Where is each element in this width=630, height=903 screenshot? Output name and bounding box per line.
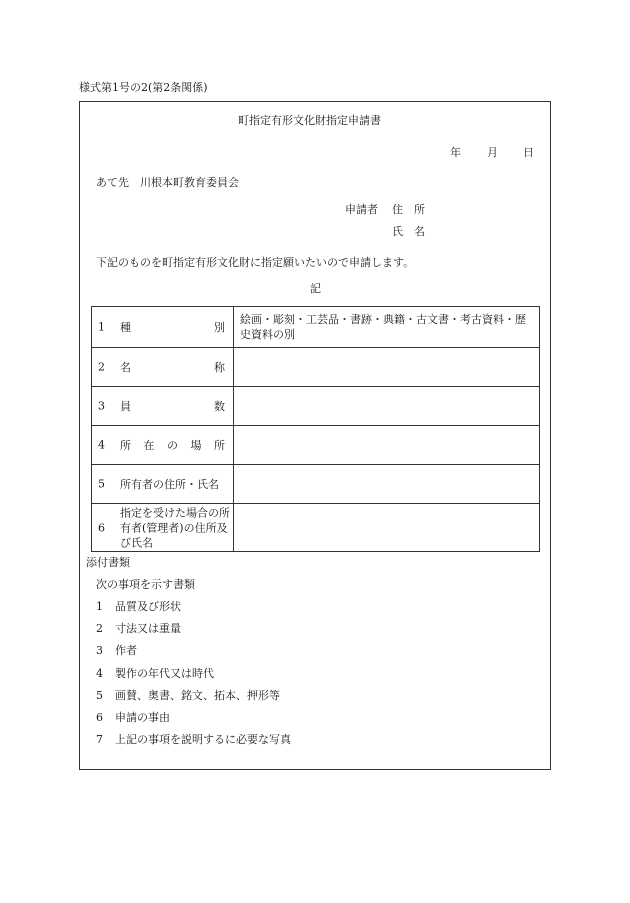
item-text: 製作の年代又は時代 xyxy=(115,667,214,680)
row-value xyxy=(234,524,539,532)
item-text: 申請の事由 xyxy=(115,711,170,724)
list-item xyxy=(96,668,214,679)
item-number: 7 xyxy=(96,733,103,746)
row-number: 5 xyxy=(98,477,105,491)
table-row xyxy=(92,348,540,387)
row-label: 種 xyxy=(120,321,131,334)
row-value-cell[interactable] xyxy=(234,504,540,552)
form-title: 町指定有形文化財指定申請書 xyxy=(238,114,381,127)
row-number: 6 xyxy=(98,521,105,534)
item-text: 上記の事項を説明するに必要な写真 xyxy=(115,733,291,746)
applicant-address-label: 住 所 xyxy=(392,203,425,216)
row-label: 在 xyxy=(143,439,155,452)
row-value xyxy=(234,480,539,488)
row-label: 数 xyxy=(214,400,225,413)
row-number: 4 xyxy=(98,438,105,452)
applicant-label: 申請者 xyxy=(345,203,378,216)
row-label-cell xyxy=(92,348,234,387)
list-item xyxy=(96,734,291,745)
date-year: 年 xyxy=(450,146,461,159)
row-label-cell xyxy=(92,387,234,426)
row-label: 所有者の住所・氏名 xyxy=(120,478,219,491)
attachments-heading: 添付書類 xyxy=(86,556,130,569)
row-number: 1 xyxy=(98,320,105,334)
item-number: 2 xyxy=(96,622,103,635)
row-label: 場 xyxy=(190,439,202,452)
item-number: 5 xyxy=(96,689,103,702)
row-label-cell xyxy=(92,465,234,504)
applicant-name-label: 氏 名 xyxy=(392,225,425,238)
row-value xyxy=(234,363,539,371)
row-value-cell[interactable] xyxy=(234,465,540,504)
table-row xyxy=(92,465,540,504)
row-value-cell[interactable] xyxy=(234,307,540,348)
application-table xyxy=(91,306,540,552)
row-label: 所 xyxy=(214,439,225,452)
date-day: 日 xyxy=(523,146,534,159)
row-label: 名 xyxy=(120,361,131,374)
item-text: 作者 xyxy=(115,644,137,657)
row-number: 2 xyxy=(98,360,105,374)
row-value-cell[interactable] xyxy=(234,426,540,465)
row-value-cell[interactable] xyxy=(234,348,540,387)
row-value xyxy=(234,441,539,449)
list-item xyxy=(96,601,181,612)
ki-marker: 記 xyxy=(310,282,321,295)
row-value-cell[interactable] xyxy=(234,387,540,426)
item-number: 1 xyxy=(96,600,103,613)
row-label: 所 xyxy=(120,439,131,452)
list-item xyxy=(96,712,170,723)
addressee: あて先 川根本町教育委員会 xyxy=(96,176,239,189)
list-item xyxy=(96,623,181,634)
item-number: 4 xyxy=(96,667,103,680)
row-label: 員 xyxy=(120,400,131,413)
row-value xyxy=(234,402,539,410)
row-label-cell xyxy=(92,307,234,348)
row-label-cell xyxy=(92,504,234,552)
item-number: 3 xyxy=(96,644,103,657)
item-text: 寸法又は重量 xyxy=(115,622,181,635)
item-text: 画賛、奥書、銘文、拓本、押形等 xyxy=(115,689,280,702)
form-id: 様式第1号の2(第2条関係) xyxy=(79,81,208,94)
statement: 下記のものを町指定有形文化財に指定願いたいので申請します。 xyxy=(96,256,415,269)
row-label: 別 xyxy=(214,321,225,334)
item-text: 品質及び形状 xyxy=(115,600,181,613)
item-number: 6 xyxy=(96,711,103,724)
row-label: 称 xyxy=(214,361,225,374)
attachments-intro: 次の事項を示す書類 xyxy=(96,578,195,591)
list-item xyxy=(96,645,137,656)
row-value: 絵画・彫刻・工芸品・書跡・典籍・古文書・考古資料・歴史資料の別 xyxy=(240,313,526,341)
table-row xyxy=(92,307,540,348)
table-row xyxy=(92,387,540,426)
table-row xyxy=(92,426,540,465)
row-label: の xyxy=(167,439,178,452)
row-label-cell xyxy=(92,426,234,465)
row-number: 3 xyxy=(98,399,105,413)
date-month: 月 xyxy=(487,146,498,159)
list-item xyxy=(96,690,280,701)
table-row xyxy=(92,504,540,552)
row-label: 指定を受けた場合の所有者(管理者)の住所及び氏名 xyxy=(120,506,230,549)
